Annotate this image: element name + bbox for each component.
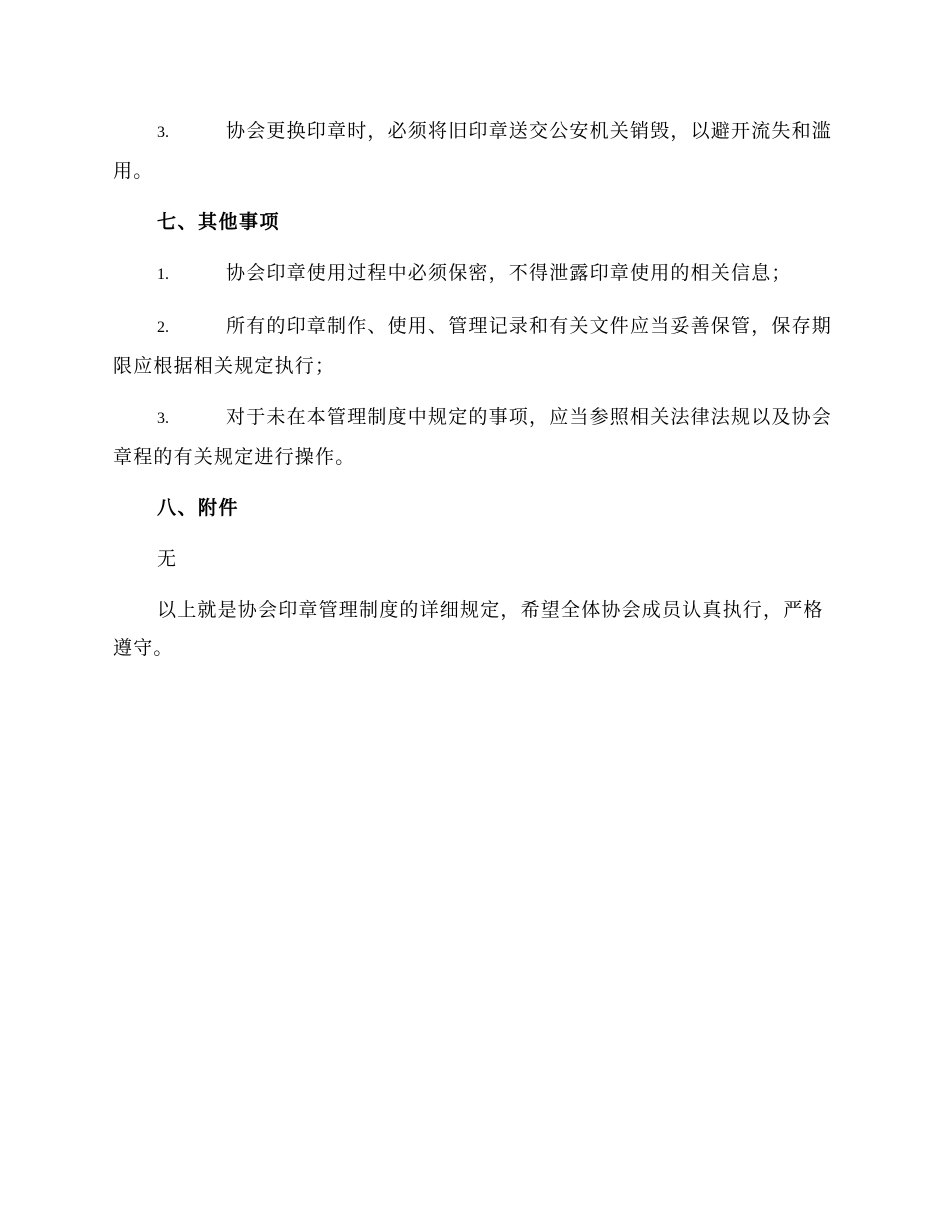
list-item xyxy=(113,112,833,190)
attachments-body: 无 xyxy=(157,548,178,570)
section-heading-other-matters: 七、其他事项 xyxy=(157,211,281,233)
list-item-number: 3. xyxy=(157,124,169,141)
document-body xyxy=(113,112,833,680)
list-item-text: 对于未在本管理制度中规定的事项，应当参照相关法律法规以及协会章程的有关规定进行操作。 xyxy=(113,406,833,468)
list-item-text: 所有的印章制作、使用、管理记录和有关文件应当妥善保管，保存期限应根据相关规定执行； xyxy=(113,315,833,377)
list-item-text: 协会更换印章时，必须将旧印章送交公安机关销毁，以避开流失和滥用。 xyxy=(113,120,833,182)
list-item xyxy=(113,398,833,476)
section-heading-attachments: 八、附件 xyxy=(157,497,240,519)
list-item xyxy=(113,254,833,294)
list-item-text: 协会印章使用过程中必须保密，不得泄露印章使用的相关信息； xyxy=(226,262,792,284)
list-item-number: 1. xyxy=(157,266,169,283)
list-item xyxy=(113,307,833,385)
list-item-number: 3. xyxy=(157,410,169,427)
closing-paragraph: 以上就是协会印章管理制度的详细规定，希望全体协会成员认真执行，严格遵守。 xyxy=(113,599,824,659)
list-item-number: 2. xyxy=(157,319,169,336)
